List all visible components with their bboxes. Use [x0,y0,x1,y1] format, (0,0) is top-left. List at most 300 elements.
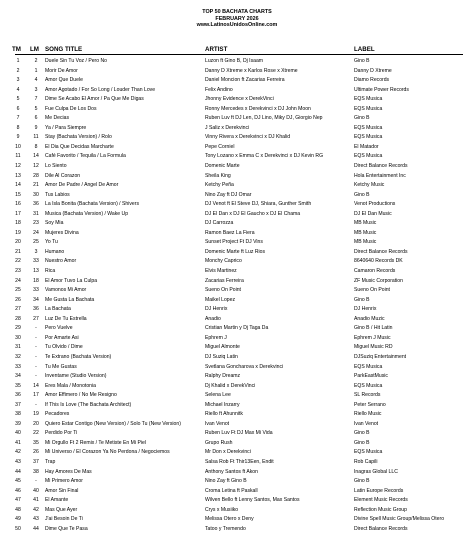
table-row [0,515,474,525]
record-label: DJ El Dan Music [354,210,392,217]
rank-this-month: 16 [15,201,21,208]
rank-this-month: 10 [15,143,21,150]
artist-name: Nino Zay ft DJ Omar [205,191,252,198]
record-label: Diamo Records [354,77,390,84]
artist-name: Croma Letina ft Paskall [205,487,258,494]
table-row [0,229,474,239]
table-row [0,401,474,411]
rank-last-month: 37 [33,458,39,465]
table-row [0,429,474,439]
song-title: Stay (Bachata Version) / Rolo [45,134,112,141]
record-label: DJ Henrix [354,306,377,313]
artist-name: Mr Don x Derekvinci [205,449,251,456]
rank-this-month: 41 [15,439,21,446]
record-label: Reflection Music Group [354,506,407,513]
rank-last-month: 14 [33,153,39,160]
artist-name: Dj Khalid x DerekVinci [205,382,256,389]
record-label: Camaron Records [354,268,396,275]
rank-last-month: 9 [34,124,38,131]
artist-name: Melissa Otero x Deny [205,516,254,523]
table-row [0,152,474,162]
record-label: Gino B [354,58,370,64]
rank-this-month: 39 [15,420,21,427]
record-label: Sueno On Point [354,287,390,294]
table-row [0,277,474,287]
record-label: Direct Balance Records [354,163,408,170]
song-title: Lo Siento [45,163,67,170]
table-row [0,525,474,535]
record-label: Gino B [354,478,370,485]
artist-name: DJ El Dan x DJ El Gaucho x DJ El Chama [205,210,301,217]
song-title: Mi Universo / El Corazon Ya No Perdona / Negociemos [45,449,170,456]
artist-name: Luzon ft Gino B, Dj Isaam [205,58,264,64]
rank-this-month: 37 [15,401,21,408]
rank-last-month: 31 [33,210,39,217]
record-label: Element Music Records [354,497,408,504]
table-row [0,286,474,296]
rank-last-month: 35 [33,439,39,446]
rank-this-month: 47 [15,497,21,504]
rank-this-month: 50 [15,525,21,532]
rank-last-month: - [35,373,37,380]
table-row [0,238,474,248]
rank-last-month: 2 [34,58,38,64]
record-label: EQS Musica [354,124,383,131]
table-row [0,86,474,96]
rank-last-month: 33 [33,258,39,265]
song-title: Te Extrano (Bachata Version) [45,353,112,360]
rank-this-month: 23 [15,268,21,275]
rank-this-month: 6 [16,105,20,112]
song-title: Rica [45,268,56,275]
artist-name: Selena Lee [205,392,231,399]
song-title: Perdido Por Ti [45,430,78,437]
column-header-artist: ARTIST [205,46,228,53]
rank-last-month: 1 [34,67,38,74]
table-row [0,363,474,373]
rank-last-month: - [35,334,37,341]
artist-name: Miguel Almonte [205,344,240,351]
artist-name: Anthony Santos ft Akon [205,468,258,475]
rank-last-month: 11 [33,134,39,141]
artist-name: J Saliz x Derekvinci [205,124,250,131]
table-row [0,257,474,267]
table-row [0,305,474,315]
rank-last-month: 27 [33,315,39,322]
table-row [0,114,474,124]
rank-this-month: 17 [15,210,21,217]
song-title: Morir De Amor [45,67,78,74]
artist-name: Ronny Mercedes x Derekvinci x DJ John Moon [205,105,311,112]
rank-last-month: 6 [34,115,38,122]
song-title: Trap [45,458,56,465]
rank-this-month: 27 [15,306,21,313]
record-label: MB Music [354,220,377,227]
song-title: Tus Labios [45,191,70,198]
rank-last-month: 41 [33,497,39,504]
rank-this-month: 48 [15,506,21,513]
chart-date: FEBRUARY 2026 [215,15,259,22]
rank-this-month: 38 [15,411,21,418]
artist-name: Michael Inzarry [205,401,240,408]
rank-last-month: 17 [33,392,39,399]
song-title: Ya / Para Siempre [45,124,87,131]
table-row [0,468,474,478]
rank-this-month: 45 [15,478,21,485]
artist-name: Vinny Rivera x Derekvinci x DJ Khalid [205,134,291,141]
song-title: Eres Mala / Monotonia [45,382,96,389]
record-label: Gino B [354,439,370,446]
song-title: Dile Al Corazon [45,172,81,179]
song-title: Fue Culpa De Los Dos [45,105,97,112]
table-row [0,267,474,277]
song-title: Tu Me Gustas [45,363,77,370]
record-label: EQS Musica [354,382,383,389]
table-row [0,133,474,143]
rank-this-month: 14 [15,182,21,189]
record-label: Peter Serrano [354,401,386,408]
table-row [0,67,474,77]
rank-this-month: 46 [15,487,21,494]
rank-last-month: 4 [34,77,38,84]
song-title: Mi Orgullo Ft 2 Remix / Te Metiste En Mi Piel [45,439,146,446]
song-title: Soy Mia [45,220,64,227]
column-header-lm: LM [30,46,39,53]
table-row [0,143,474,153]
record-label: Anadio Muzic [354,315,385,322]
artist-name: Zacarias Ferreira [205,277,244,284]
song-title: Por Amarte Asi [45,334,79,341]
rank-this-month: 44 [15,468,21,475]
song-title: Dime Se Acabo El Amor / Pa Que Me Digas [45,96,144,103]
rank-last-month: 13 [33,268,39,275]
artist-name: Tony Lozano x Emma C x Derekvinci x DJ Kevin RG [205,153,324,160]
rank-this-month: 2 [16,67,20,74]
artist-name: Domenic Marte [205,163,240,170]
artist-name: Grupo Rush [205,439,233,446]
artist-name: DJ Carrozza [205,220,234,227]
artist-name: Ramon Baez La Fiera [205,229,255,236]
artist-name: Sheila King [205,172,231,179]
song-title: Amor Sin Final [45,487,79,494]
rank-last-month: 21 [33,182,39,189]
rank-this-month: 22 [15,258,21,265]
rank-last-month: 24 [33,229,39,236]
song-title: Amor Effimero / No Me Resigno [45,392,117,399]
record-label: ZF Music Corporation [354,277,403,284]
song-title: J'ai Besoin De Ti [45,516,83,523]
record-label: Danny D Xtreme [354,67,392,74]
rank-last-month: 44 [33,525,39,532]
artist-name: Tatoo y Tremendo [205,525,246,532]
table-row [0,391,474,401]
rank-last-month: 14 [33,382,39,389]
song-title: Me Gusta La Bachata [45,296,95,303]
rank-this-month: 36 [15,392,21,399]
song-title: Me Decias [45,115,70,122]
header-divider [15,54,463,55]
song-title: Pecadores [45,411,70,418]
song-title: El Amor Tuvo La Culpa [45,277,98,284]
record-label: Direct Balance Records [354,525,408,532]
record-label: 8640640 Records DK [354,258,403,265]
rank-last-month: 33 [33,287,39,294]
artist-name: Felix Andino [205,86,233,93]
rank-this-month: 5 [16,96,20,103]
record-label: Gino B [354,115,370,122]
table-row [0,191,474,201]
artist-name: Ivan Venot [205,420,230,427]
record-label: EQS Musica [354,363,383,370]
column-headers [0,46,474,54]
song-title: El Dia Que Decidas Marcharte [45,143,114,150]
record-label: Gino B [354,191,370,198]
song-title: Mi Primero Amor [45,478,83,485]
artist-name: DJ Venot ft El Steve DJ, Shiara, Gunther Smith [205,201,312,208]
column-header-song: SONG TITLE [45,46,83,53]
song-title: Pero Vuelve [45,325,73,332]
record-label: MB Music [354,229,377,236]
rank-this-month: 4 [16,86,20,93]
record-label: Ultimate Power Records [354,86,409,93]
table-row [0,487,474,497]
column-header-tm: TM [12,46,21,53]
song-title: Tu Olvido / Dime [45,344,83,351]
rank-this-month: 19 [15,229,21,236]
rank-last-month: 19 [33,411,39,418]
rank-last-month: 12 [33,163,39,170]
song-title: Amor Agotado / For So Long / Louder Than Love [45,86,156,93]
website-link[interactable]: www.LatinosUnidosOnline.com [196,22,278,29]
record-label: Latin Europe Records [354,487,404,494]
table-row [0,382,474,392]
artist-name: Sunset Project Ft DJ Vins [205,239,263,246]
rank-last-month: 3 [34,86,38,93]
song-title: Humano [45,248,65,255]
rank-this-month: 8 [16,124,20,131]
table-row [0,162,474,172]
chart-header [0,9,474,29]
rank-this-month: 31 [15,344,21,351]
song-title: Mas Que Ayer [45,506,78,513]
rank-this-month: 20 [15,239,21,246]
song-title: Yo Tu [45,239,58,246]
table-row [0,477,474,487]
song-title: Amor De Padre / Angel De Amor [45,182,119,189]
table-row [0,372,474,382]
table-row [0,57,474,67]
rank-last-month: 30 [33,191,39,198]
rank-last-month: 34 [33,296,39,303]
table-row [0,315,474,325]
table-row [0,124,474,134]
record-label: EQS Musica [354,134,383,141]
rank-this-month: 9 [16,134,20,141]
song-title: La Isla Bonita (Bachata Version) / Shivers [45,201,140,208]
song-title: If This Is Love (The Bachata Architect) [45,401,132,408]
rank-last-month: 20 [33,420,39,427]
rank-last-month: 42 [33,506,39,513]
rank-last-month: 3 [34,248,38,255]
rank-this-month: 24 [15,277,21,284]
rank-last-month: 23 [33,220,39,227]
chart-table [0,57,474,534]
rank-last-month: - [35,353,37,360]
artist-name: Pepe Corniel [205,143,235,150]
song-title: Duele Sin Tu Voz / Pero No [45,58,108,64]
record-label: Gino B [354,430,370,437]
record-label: Hola Entertainment Inc [354,172,406,179]
rank-this-month: 18 [15,220,21,227]
table-row [0,458,474,468]
rank-last-month: 22 [33,430,39,437]
artist-name: Domenic Marte ft Luz Rios [205,248,266,255]
table-row [0,76,474,86]
record-label: El Matador [354,143,379,150]
rank-this-month: 21 [15,248,21,255]
artist-name: Sueno On Point [205,287,241,294]
record-label: EQS Musica [354,449,383,456]
artist-name: Riello ft Ahunnitk [205,411,243,418]
table-row [0,410,474,420]
rank-this-month: 13 [15,172,21,179]
record-label: Direct Balance Records [354,248,408,255]
rank-this-month: 29 [15,325,21,332]
table-row [0,219,474,229]
rank-this-month: 1 [16,58,20,64]
record-label: Inagras Global LLC [354,468,398,475]
artist-name: Ralphy Dreamz [205,373,241,380]
artist-name: Danny D Xtreme x Karlos Rose x Xtreme [205,67,298,74]
song-title: Musica (Bachata Version) / Wake Up [45,210,129,217]
rank-this-month: 7 [16,115,20,122]
artist-name: Maikel Lopez [205,296,236,303]
rank-this-month: 42 [15,449,21,456]
rank-last-month: 26 [33,449,39,456]
song-title: Amor Que Duele [45,77,83,84]
rank-last-month: 43 [33,516,39,523]
column-header-label: LABEL [354,46,375,53]
artist-name: DJ Henrix [205,306,228,313]
rank-last-month: - [35,344,37,351]
song-title: Hay Amores De Mas [45,468,92,475]
rank-this-month: 35 [15,382,21,389]
table-row [0,506,474,516]
artist-name: Cristian Martin y Dj Taga Da [205,325,269,332]
record-label: EQS Musica [354,153,383,160]
table-row [0,448,474,458]
artist-name: Wilven Bello ft Lenny Santos, Max Santos [205,497,300,504]
song-title: El Amante [45,497,69,504]
rank-this-month: 32 [15,353,21,360]
song-title: Quiero Estar Contigo (New Version) / Solo Tu (New Version) [45,420,181,427]
rank-last-month: - [35,363,37,370]
table-row [0,181,474,191]
table-row [0,496,474,506]
rank-this-month: 3 [16,77,20,84]
rank-this-month: 25 [15,287,21,294]
artist-name: Daniel Moncion ft Zacarias Ferreira [205,77,285,84]
song-title: Mujeres Divina [45,229,79,236]
table-row [0,210,474,220]
table-row [0,353,474,363]
table-row [0,248,474,258]
rank-last-month: 25 [33,239,39,246]
record-label: Ephrem J Music [354,334,391,341]
rank-this-month: 26 [15,296,21,303]
rank-this-month: 12 [15,163,21,170]
artist-name: Crys x Musiiko [205,506,239,513]
record-label: Miguel Music RD [354,344,393,351]
rank-this-month: 15 [15,191,21,198]
artist-name: Ketchy Peña [205,182,234,189]
rank-this-month: 28 [15,315,21,322]
rank-last-month: 8 [34,143,38,150]
chart-title: TOP 50 BACHATA CHARTS [202,9,272,15]
table-row [0,420,474,430]
artist-name: Jhonny Evidence x DerekVinci [205,96,274,103]
rank-last-month: 40 [33,487,39,494]
song-title: Nuestro Amor [45,258,77,265]
table-row [0,343,474,353]
rank-last-month: 28 [33,172,39,179]
record-label: Divine Spell Music Group/Melissa Otero [354,516,445,523]
record-label: MB Music [354,239,377,246]
table-row [0,439,474,449]
song-title: Dime Que Te Pasa [45,525,88,532]
rank-last-month: - [35,325,37,332]
artist-name: Elvis Martinez [205,268,237,275]
rank-this-month: 34 [15,373,21,380]
artist-name: Salsa Rob Ft Thir13Een, Endit [205,458,274,465]
record-label: EQS Musica [354,96,383,103]
rank-this-month: 11 [15,153,21,160]
rank-this-month: 49 [15,516,21,523]
artist-name: Svetlana Goncharova x Derekvinci [205,363,284,370]
record-label: Venot Productions [354,201,396,208]
rank-this-month: 43 [15,458,21,465]
artist-name: Ruben Luv Ft DJ Max Mi Vida [205,430,273,437]
artist-name: Ephrem J [205,334,227,341]
rank-last-month: 5 [34,105,38,112]
record-label: Ketchy Music [354,182,385,189]
table-row [0,95,474,105]
rank-last-month: - [35,401,37,408]
rank-last-month: 36 [33,201,39,208]
table-row [0,324,474,334]
table-row [0,172,474,182]
rank-this-month: 30 [15,334,21,341]
rank-last-month: 36 [33,306,39,313]
rank-this-month: 33 [15,363,21,370]
artist-name: Monchy Caprico [205,258,242,265]
rank-last-month: - [35,478,37,485]
record-label: EQS Musica [354,105,383,112]
record-label: Gino B [354,296,370,303]
record-label: SL Records [354,392,381,399]
song-title: Inventame (Studio Version) [45,373,107,380]
table-row [0,296,474,306]
song-title: La Bachata [45,306,71,313]
table-row [0,334,474,344]
artist-name: Ruben Luv ft DJ Len, DJ Lino, Miky DJ, Giorgio Nep [205,115,323,122]
song-title: Café Favorito / Tequila / La Formula [45,153,126,160]
rank-last-month: 7 [34,96,38,103]
artist-name: Anadio [205,315,221,322]
record-label: Ivan Venot [354,420,379,427]
record-label: Rob Capili [354,458,378,465]
record-label: Riello Music [354,411,382,418]
